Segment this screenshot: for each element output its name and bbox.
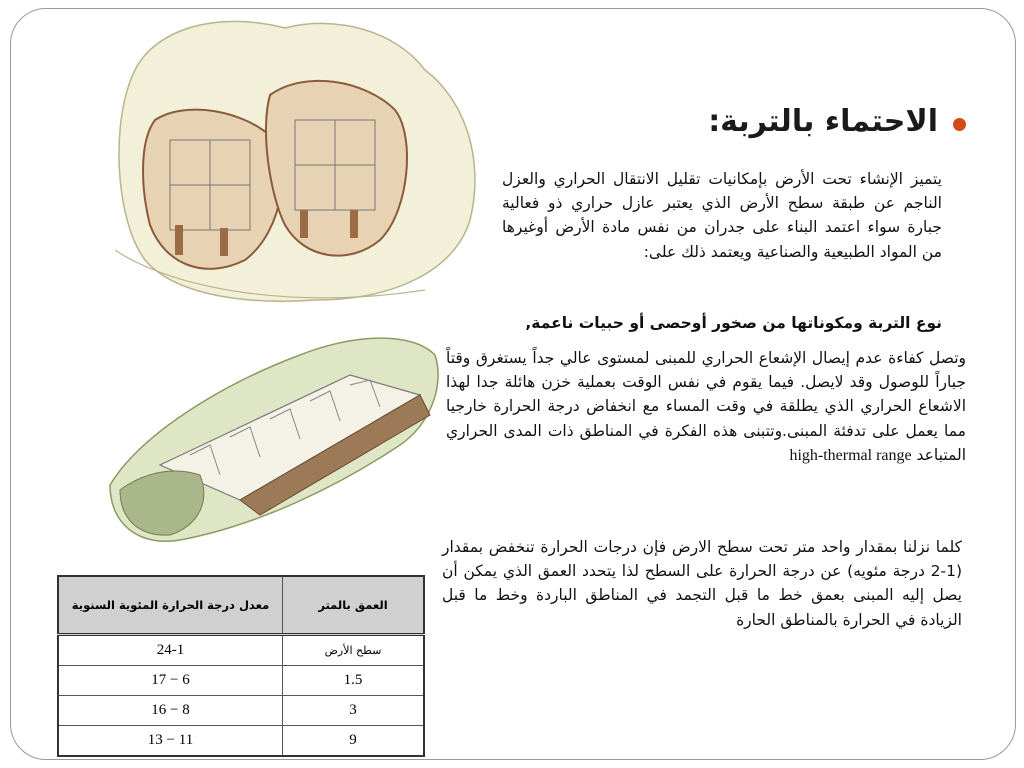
table-row <box>58 696 424 726</box>
cell-temperature: 17 − 6 <box>58 666 283 696</box>
cell-temperature: 16 − 8 <box>58 696 283 726</box>
cell-depth: 3 <box>283 696 425 726</box>
table-row <box>58 726 424 757</box>
paragraph-soil-type: نوع التربة ومكوناتها من صخور أوحصى أو حبيات ناعمة, <box>525 314 942 332</box>
cell-depth: سطح الأرض <box>283 635 425 666</box>
earth-sheltered-house-top-illustration <box>95 10 495 310</box>
cell-temperature: 24-1 <box>58 635 283 666</box>
earth-sheltered-house-bottom-illustration <box>100 325 445 550</box>
table-row <box>58 635 424 666</box>
table-row <box>58 666 424 696</box>
paragraph-depth: كلما نزلنا بمقدار واحد متر تحت سطح الارض فإن درجات الحرارة تنخفض بمقدار (1-2 درجة مئويه) عن درجة الحرارة على السطح لذا يتحدد العمق الذي يمكن أن يصل إليه المبنى بعمق خط ما قبل التجمد في المناطق الباردة وخط ما قبل الزيادة في الحرارة بالمناطق الحارة <box>442 538 962 629</box>
cell-depth: 1.5 <box>283 666 425 696</box>
paragraph-efficiency <box>446 346 966 468</box>
paragraph-efficiency-latin: high-thermal range <box>789 446 912 464</box>
table-header-row <box>58 576 424 635</box>
paragraph-intro: يتميز الإنشاء تحت الأرض بإمكانيات تقليل الانتقال الحراري والعزل الناجم عن طبقة سطح الأرض الذي يعتبر عازل حراري ذو فعالية جبارة سواء اعتمد البناء على جدران من نفس مادة الأرض أوغيرها من المواد الطبيعية والصناعية ويعتمد ذلك على: <box>502 170 942 261</box>
slide-heading: الاحتماء بالتربة: <box>708 104 938 139</box>
cell-temperature: 13 − 11 <box>58 726 283 757</box>
cell-depth: 9 <box>283 726 425 757</box>
header-temperature: معدل درجة الحرارة المئوية السنوية <box>58 576 283 635</box>
bullet-icon <box>953 118 966 131</box>
temperature-depth-table <box>57 575 425 757</box>
header-depth: العمق بالمتر <box>283 576 425 635</box>
paragraph-efficiency-text: وتصل كفاءة عدم إيصال الإشعاع الحراري للمبنى لمستوى عالي جداً يستغرق وقتاً جباراً للوصول وقد لايصل. فيما يقوم في نفس الوقت بعملية خزن هائلة جدا لهذا الاشعاع الحراري الذي يطلقة في وقت المساء مع انخفاض درجة الحرارة خارجيا مما يعمل على تدفئة المبنى.وتتبنى هذه الفكرة في المناطق ذات المدى الحراري المتباعد <box>446 349 966 464</box>
